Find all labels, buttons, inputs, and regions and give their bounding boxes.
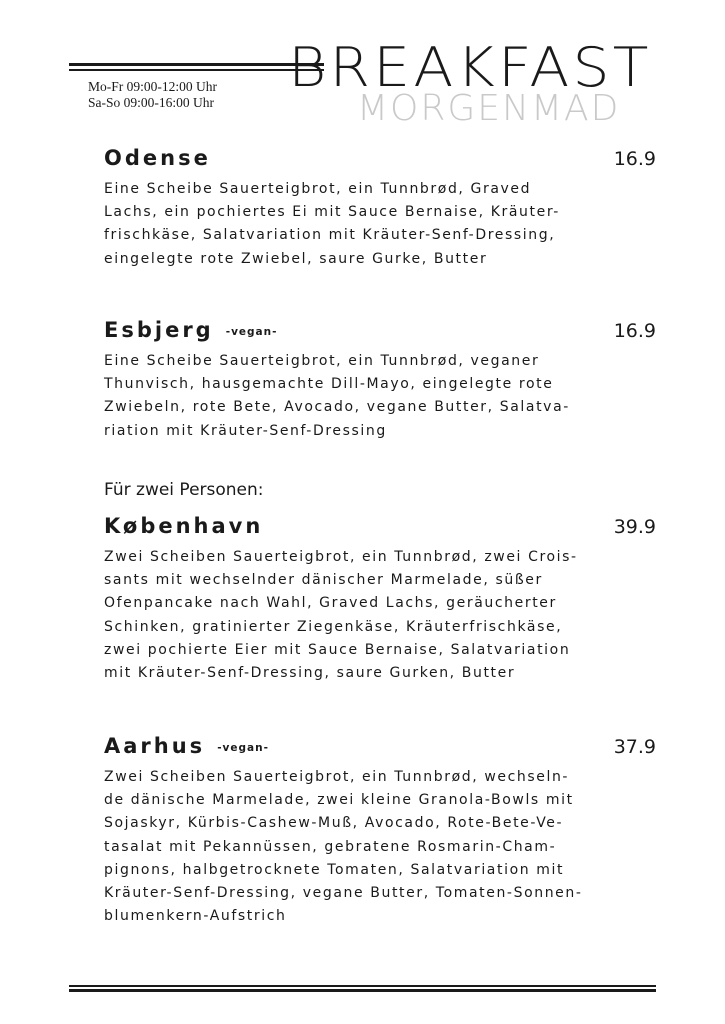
menu-item-esbjerg bbox=[104, 318, 656, 443]
page-title: BREAKFAST bbox=[288, 36, 652, 99]
section-label: Für zwei Personen: bbox=[104, 480, 264, 500]
desc-line: zwei pochierte Eier mit Sauce Bernaise, Salatvariation bbox=[104, 641, 571, 658]
item-name: Aarhus bbox=[104, 734, 206, 758]
item-description bbox=[104, 178, 594, 271]
menu-item-odense bbox=[104, 146, 656, 271]
desc-line: Sojaskyr, Kürbis-Cashew-Muß, Avocado, Rote-Bete-Ve- bbox=[104, 815, 564, 832]
desc-line: Eine Scheibe Sauerteigbrot, ein Tunnbrød, veganer bbox=[104, 353, 540, 369]
desc-line: de dänische Marmelade, zwei kleine Granola-Bowls mit bbox=[104, 792, 574, 809]
menu-item-kobenhavn bbox=[104, 514, 656, 685]
desc-line: eingelegte rote Zwiebel, saure Gurke, Butter bbox=[104, 250, 488, 267]
hours-weekend: Sa-So 09:00-16:00 Uhr bbox=[88, 95, 214, 110]
menu-item-aarhus bbox=[104, 734, 656, 928]
item-name: Odense bbox=[104, 146, 211, 170]
desc-line: tasalat mit Pekannüssen, gebratene Rosmarin-Cham- bbox=[104, 838, 557, 855]
desc-line: Lachs, ein pochiertes Ei mit Sauce Bernaise, Kräuter- bbox=[104, 204, 560, 221]
page-subtitle: MORGENMAD bbox=[357, 88, 621, 129]
desc-line: riation mit Kräuter-Senf-Dressing bbox=[104, 422, 387, 439]
desc-line: sants mit wechselnder dänischer Marmelade, süßer bbox=[104, 572, 543, 589]
item-price: 16.9 bbox=[613, 148, 656, 170]
item-description bbox=[104, 546, 594, 685]
desc-line: Zwei Scheiben Sauerteigbrot, ein Tunnbrød, wechseln- bbox=[104, 769, 570, 785]
header-rule-bottom bbox=[69, 69, 324, 71]
item-price: 37.9 bbox=[613, 736, 656, 758]
hours-weekdays: Mo-Fr 09:00-12:00 Uhr bbox=[88, 79, 217, 94]
desc-line: Thunvisch, hausgemachte Dill-Mayo, eingelegte rote bbox=[104, 376, 554, 393]
item-price: 39.9 bbox=[613, 516, 656, 538]
item-tag: -vegan- bbox=[225, 326, 278, 338]
desc-line: pignons, halbgetrocknete Tomaten, Salatvariation mit bbox=[104, 861, 565, 878]
item-name: Esbjerg bbox=[104, 318, 214, 342]
desc-line: Ofenpancake nach Wahl, Graved Lachs, geräucherter bbox=[104, 595, 557, 612]
desc-line: Schinken, gratinierter Ziegenkäse, Kräuterfrischkäse, bbox=[104, 618, 563, 635]
footer-rule-top bbox=[69, 985, 656, 987]
item-description bbox=[104, 766, 594, 928]
desc-line: Zwiebeln, rote Bete, Avocado, vegane Butter, Salatva- bbox=[104, 399, 570, 416]
item-description bbox=[104, 350, 594, 443]
item-name: København bbox=[104, 514, 264, 538]
footer-rule-bottom bbox=[69, 989, 656, 992]
item-tag: -vegan- bbox=[217, 742, 269, 754]
desc-line: frischkäse, Salatvariation mit Kräuter-Senf-Dressing, bbox=[104, 227, 556, 244]
desc-line: blumenkern-Aufstrich bbox=[104, 908, 287, 925]
item-price: 16.9 bbox=[613, 320, 656, 342]
desc-line: mit Kräuter-Senf-Dressing, saure Gurken, Butter bbox=[104, 665, 516, 682]
desc-line: Zwei Scheiben Sauerteigbrot, ein Tunnbrød, zwei Crois- bbox=[104, 549, 578, 565]
opening-hours bbox=[88, 79, 217, 111]
header-rule-top bbox=[69, 63, 324, 66]
desc-line: Kräuter-Senf-Dressing, vegane Butter, Tomaten-Sonnen- bbox=[104, 885, 583, 902]
desc-line: Eine Scheibe Sauerteigbrot, ein Tunnbrød, Graved bbox=[104, 181, 532, 197]
